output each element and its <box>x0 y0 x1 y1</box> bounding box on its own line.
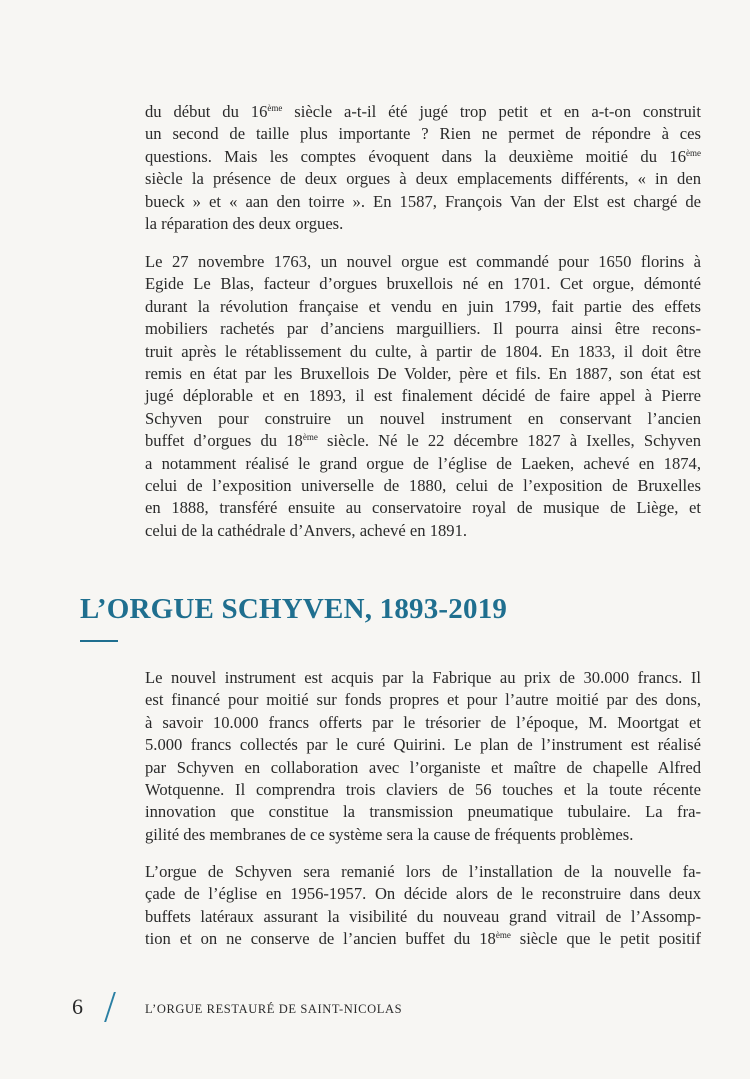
text-segment: Schyven pour construire un nouvel instrument en conservant l’ancien <box>145 408 701 428</box>
text-segment: bueck » et « aan den toirre ». En 1587, François Van der Elst est chargé de <box>145 191 701 211</box>
text-segment: L’orgue de Schyven sera remanié lors de l’installation de la nouvelle fa- <box>145 862 701 881</box>
text-segment: siècle. Né le 22 décembre 1827 à Ixelles, Schyven <box>317 431 701 451</box>
text-line <box>145 101 701 123</box>
text-line <box>145 824 701 846</box>
text-line <box>145 861 701 883</box>
text-line <box>145 801 701 823</box>
text-segment: un second de taille plus importante ? Rien ne permet de répondre à ces <box>145 124 701 144</box>
text-line <box>145 734 701 756</box>
section-heading: L’ORGUE SCHYVEN, 1893-2019 <box>80 593 508 625</box>
text-segment: tion et on ne conserve de l’ancien buffet du 18 <box>145 929 496 949</box>
text-line <box>145 168 701 190</box>
text-line <box>145 430 701 452</box>
text-segment: par Schyven en collaboration avec l’organiste et maître de chapelle Alfred <box>145 757 701 777</box>
text-line <box>145 318 701 340</box>
footer-slash-divider <box>104 992 116 1022</box>
paragraph-3 <box>145 667 701 846</box>
paragraph-4 <box>145 861 701 951</box>
text-segment: 5.000 francs collectés par le curé Quirini. Le plan de l’instrument est réalisé <box>145 735 701 755</box>
text-line <box>145 341 701 363</box>
text-line <box>145 453 701 475</box>
text-segment: mobiliers rachetés par d’anciens marguilliers. Il pourra ainsi être recons- <box>145 319 701 339</box>
text-line <box>145 213 701 235</box>
text-line <box>145 757 701 779</box>
text-segment: à savoir 10.000 francs offerts par le trésorier de l’époque, M. Moortgat et <box>145 712 701 732</box>
text-line <box>145 475 701 497</box>
superscript: ème <box>686 147 701 158</box>
text-segment: a notamment réalisé le grand orgue de l’église de Laeken, achevé en 1874, <box>145 453 701 473</box>
text-segment: remis en état par les Bruxellois De Volder, père et fils. En 1887, son état est <box>145 364 701 384</box>
text-line <box>145 408 701 430</box>
text-segment: Egide Le Blas, facteur d’orgues bruxellois né en 1701. Cet orgue, démonté <box>145 274 701 294</box>
text-segment: çade de l’église en 1956-1957. On décide alors de le reconstruire dans deux <box>145 884 701 904</box>
text-line <box>145 385 701 407</box>
text-segment: siècle la présence de deux orgues à deux emplacements différents, « in den <box>145 169 701 189</box>
text-segment: truit après le rétablissement du culte, à partir de 1804. En 1833, il doit être <box>145 341 701 361</box>
text-segment: Le 27 novembre 1763, un nouvel orgue est commandé pour 1650 florins à <box>145 252 701 271</box>
paragraph-2 <box>145 251 701 542</box>
text-segment: celui de la cathédrale d’Anvers, achevé en 1891. <box>145 520 468 540</box>
paragraph-1 <box>145 101 701 235</box>
text-segment: jugé déplorable et en 1893, il est finalement décidé de faire appel à Pierre <box>145 386 701 406</box>
text-segment: siècle a-t-il été jugé trop petit et en a-t-on construit <box>282 102 702 121</box>
text-segment: du début du 16 <box>145 102 268 121</box>
text-segment: Wotquenne. Il comprendra trois claviers de 56 touches et la toute récente <box>145 780 701 800</box>
page-number: 6 <box>72 994 83 1019</box>
heading-underline <box>80 640 118 642</box>
text-line <box>145 667 701 689</box>
text-line <box>145 191 701 213</box>
text-line <box>145 363 701 385</box>
superscript: ème <box>302 432 318 443</box>
text-line <box>145 906 701 928</box>
text-line <box>145 928 701 950</box>
text-line <box>145 689 701 711</box>
text-line <box>145 123 701 145</box>
superscript: ème <box>495 930 511 941</box>
text-segment: buffet d’orgues du 18 <box>145 431 303 451</box>
text-segment: gilité des membranes de ce système sera la cause de fréquents problèmes. <box>145 824 634 844</box>
text-line <box>145 712 701 734</box>
text-segment: innovation que constitue la transmission pneumatique tubulaire. La fra- <box>145 802 701 822</box>
text-segment: durant la révolution française et vendu en juin 1799, fait partie des effets <box>145 296 701 316</box>
text-segment: questions. Mais les comptes évoquent dans la deuxième moitié du 16 <box>145 146 686 166</box>
text-line <box>145 251 701 273</box>
running-title: L’ORGUE RESTAURÉ DE SAINT-NICOLAS <box>145 1002 403 1016</box>
text-line <box>145 883 701 905</box>
superscript: ème <box>267 103 283 113</box>
text-segment: est financé pour moitié sur fonds propres et pour l’autre moitié par des dons, <box>145 690 701 710</box>
text-line <box>145 779 701 801</box>
text-segment: la réparation des deux orgues. <box>145 214 344 234</box>
text-segment: buffets latéraux assurant la visibilité du nouveau grand vitrail de l’Assomp- <box>145 906 701 926</box>
text-line <box>145 273 701 295</box>
text-line <box>145 497 701 519</box>
text-line <box>145 146 701 168</box>
text-line <box>145 520 701 542</box>
text-segment: Le nouvel instrument est acquis par la Fabrique au prix de 30.000 francs. Il <box>145 668 701 687</box>
text-segment: en 1888, transféré ensuite au conservatoire royal de musique de Liège, et <box>145 498 701 518</box>
text-segment: celui de l’exposition universelle de 1880, celui de l’exposition de Bruxelles <box>145 476 701 496</box>
text-segment: siècle que le petit positif <box>510 929 701 949</box>
text-line <box>145 296 701 318</box>
